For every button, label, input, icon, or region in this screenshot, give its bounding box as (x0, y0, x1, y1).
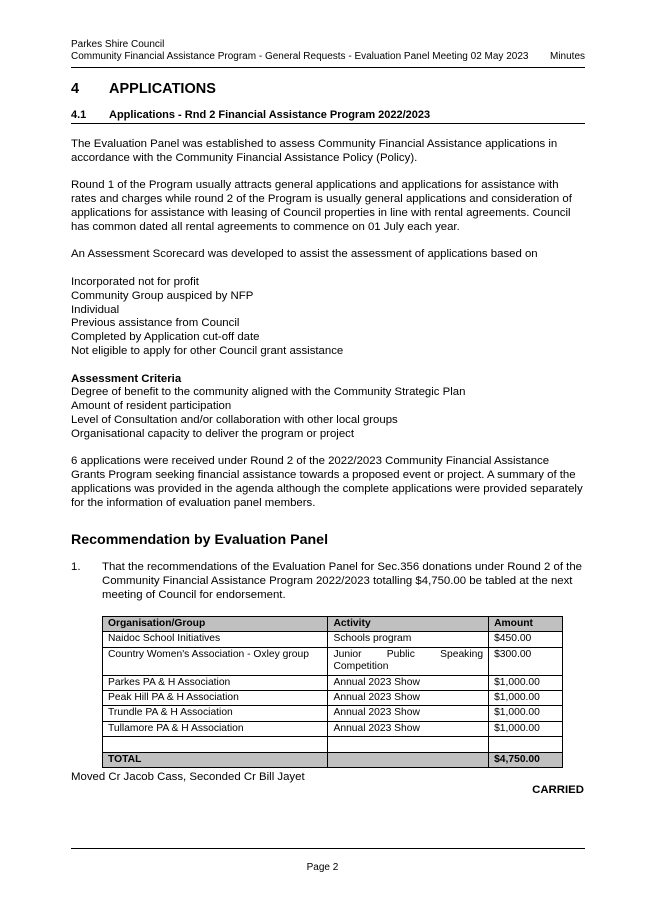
header-divider (71, 67, 585, 68)
carried-status: CARRIED (532, 784, 584, 796)
table-blank-row (103, 737, 563, 752)
table-cell-activity: Annual 2023 Show (328, 706, 489, 721)
paragraph-scorecard: An Assessment Scorecard was developed to assist the assessment of applications based on (71, 248, 538, 261)
table-cell-amount: $300.00 (489, 647, 563, 675)
table-cell-empty (328, 752, 489, 767)
section-number: 4 (71, 81, 80, 97)
criteria-block (71, 373, 585, 442)
subsection-number: 4.1 (71, 109, 87, 121)
criteria-item: Organisational capacity to deliver the program or project (71, 427, 355, 440)
column-header: Activity (328, 617, 489, 632)
table-row (103, 706, 563, 721)
header-doc-type: Minutes (549, 51, 585, 62)
table-cell-amount: $450.00 (489, 632, 563, 647)
table-cell-empty (328, 737, 489, 752)
eligibility-item: Incorporated not for profit (71, 275, 199, 288)
table-cell-empty (103, 737, 328, 752)
table-cell-organisation: Peak Hill PA & H Association (103, 691, 328, 706)
eligibility-item: Previous assistance from Council (71, 317, 240, 330)
recommendation-item-text: That the recommendations of the Evaluation Panel for Sec.356 donations under Round 2 of the Community Financial Assistance Program 2022/2023 totalling $4,750.00 be tabled at the next meeting of Council for endorsement. (102, 561, 582, 601)
table-cell-amount: $1,000.00 (489, 721, 563, 736)
eligibility-item: Individual (71, 303, 120, 316)
table-cell-organisation: Trundle PA & H Association (103, 706, 328, 721)
body-text (71, 138, 585, 524)
moved-seconded: Moved Cr Jacob Cass, Seconded Cr Bill Jayet (71, 771, 305, 783)
recommendation-title: Recommendation by Evaluation Panel (71, 532, 329, 548)
table-cell-amount: $1,000.00 (489, 706, 563, 721)
table-cell-organisation: Country Women's Association - Oxley group (103, 647, 328, 675)
table-row (103, 647, 563, 675)
footer-divider (71, 848, 585, 849)
header-org: Parkes Shire Council (71, 39, 165, 50)
criteria-item: Degree of benefit to the community aligned with the Community Strategic Plan (71, 386, 466, 399)
header-meeting: Community Financial Assistance Program - General Requests - Evaluation Panel Meeting 02 May 2023 (71, 51, 529, 62)
table-cell-organisation: Naidoc School Initiatives (103, 632, 328, 647)
total-amount: $4,750.00 (489, 752, 563, 767)
recommendation-item (71, 561, 585, 602)
subsection-title-text: Applications - Rnd 2 Financial Assistance Program 2022/2023 (109, 109, 431, 121)
total-label: TOTAL (103, 752, 328, 767)
table-cell-activity: Annual 2023 Show (328, 721, 489, 736)
table-row (103, 675, 563, 690)
table-cell-empty (489, 737, 563, 752)
section-title (71, 81, 216, 97)
recommendation-item-number: 1. (71, 561, 81, 573)
eligibility-item: Not eligible to apply for other Council grant assistance (71, 344, 344, 357)
table-cell-activity: Annual 2023 Show (328, 691, 489, 706)
table-cell-organisation: Tullamore PA & H Association (103, 721, 328, 736)
paragraph-applications: 6 applications were received under Round 2 of the 2022/2023 Community Financial Assistance Grants Program seeking financial assistance towards a proposed event or project. A summary of the applications was provided in the agenda although the complete applications were provided separately for the information of evaluation panel members. (71, 455, 583, 509)
eligibility-item: Completed by Application cut-off date (71, 331, 260, 344)
table-cell-amount: $1,000.00 (489, 691, 563, 706)
table-cell-activity: Schools program (328, 632, 489, 647)
table-header-row (103, 617, 563, 632)
criteria-item: Level of Consultation and/or collaboration with other local groups (71, 413, 398, 426)
table-row (103, 632, 563, 647)
page-header (71, 39, 585, 63)
section-title-text: APPLICATIONS (109, 81, 216, 97)
table-row (103, 721, 563, 736)
funding-table (102, 616, 563, 768)
column-header: Amount (489, 617, 563, 632)
eligibility-item: Community Group auspiced by NFP (71, 289, 254, 302)
subsection-divider (71, 123, 585, 124)
criteria-heading: Assessment Criteria (71, 372, 182, 385)
column-header: Organisation/Group (103, 617, 328, 632)
table-cell-organisation: Parkes PA & H Association (103, 675, 328, 690)
table-cell-amount: $1,000.00 (489, 675, 563, 690)
table-total-row (103, 752, 563, 767)
criteria-item: Amount of resident participation (71, 400, 232, 413)
eligibility-list (71, 276, 585, 359)
subsection-title (71, 109, 430, 121)
page-number: Page 2 (306, 862, 339, 873)
paragraph-purpose: The Evaluation Panel was established to assess Community Financial Assistance applications in accordance with the Community Financial Assistance Policy (Policy). (71, 138, 558, 164)
table-cell-activity: Annual 2023 Show (328, 675, 489, 690)
table-cell-activity: Junior Public Speaking Competition (328, 647, 489, 675)
paragraph-rounds: Round 1 of the Program usually attracts general applications and applications for assistance with rates and charges while round 2 of the Program is usually general applications and consideration of applications for assistance with leasing of Council properties in line with rental agreements. Council has common dated all rental agreements to commence on 01 July each year. (71, 179, 572, 233)
table-row (103, 691, 563, 706)
